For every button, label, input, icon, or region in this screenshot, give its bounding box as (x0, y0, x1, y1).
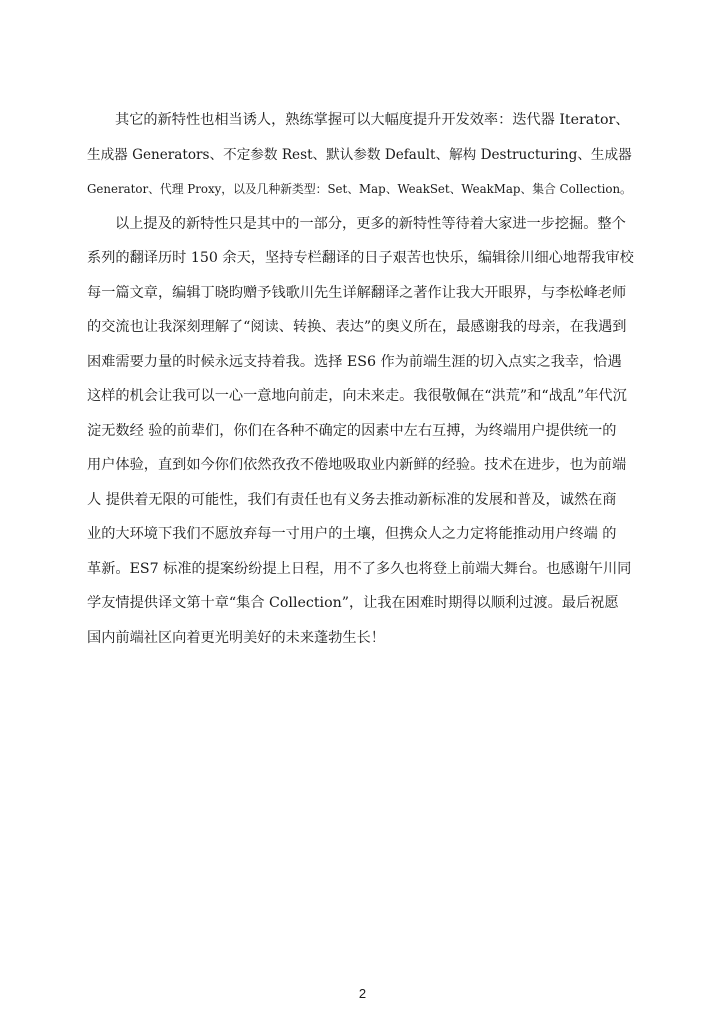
paragraph-2-line-2: 系列的翻译历时 150 余天，坚持专栏翻译的日子艰苦也快乐，编辑徐川细心地帮我审校 (87, 250, 634, 266)
paragraph-2-line-8: 用户体验，直到如今你们依然孜孜不倦地吸取业内新鲜的经验。技术在进步，也为前端 (87, 457, 627, 473)
paragraph-2-line-4: 的交流也让我深刻理解了“阅读、转换、表达”的奥义所在，最感谢我的母亲，在我遇到 (87, 319, 627, 335)
page-number: 2 (358, 986, 367, 1001)
paragraph-2-line-9: 人 提供着无限的可能性，我们有责任也有义务去推动新标准的发展和普及，诚然在商 (87, 492, 617, 508)
paragraph-2-line-6: 这样的机会让我可以一心一意地向前走，向未来走。我很敬佩在“洪荒”和“战乱”年代沉 (87, 388, 627, 404)
paragraph-2-line-1: 以上提及的新特性只是其中的一部分，更多的新特性等待着大家进一步挖掘。整个 (115, 216, 626, 232)
paragraph-2-line-13: 国内前端社区向着更光明美好的未来蓬勃生长！ (87, 630, 385, 646)
paragraph-2-line-3: 每一篇文章，编辑丁晓昀赠予钱歌川先生详解翻译之著作让我大开眼界，与李松峰老师 (87, 285, 627, 301)
paragraph-1-line-1: 其它的新特性也相当诱人，熟练掌握可以大幅度提升开发效率：迭代器 Iterator、 (115, 112, 630, 128)
paragraph-2-line-10: 业的大环境下我们不愿放弃每一寸用户的土壤，但携众人之力定将能推动用户终端 的 (87, 526, 617, 542)
paragraph-2-line-5: 困难需要力量的时候永远支持着我。选择 ES6 作为前端生涯的切入点实之我幸，恰遇 (87, 354, 622, 370)
paragraph-2-line-11: 革新。ES7 标准的提案纷纷提上日程，用不了多久也将登上前端大舞台。也感谢午川同 (87, 561, 632, 577)
paragraph-1-line-3: Generator、代理 Proxy，以及几种新类型：Set、Map、WeakSet、WeakMap、集合 Collection。 (87, 182, 632, 196)
paragraph-2-line-7: 淀无数经 验的前辈们，你们在各种不确定的因素中左右互搏，为终端用户提供统一的 (87, 423, 617, 439)
paragraph-2-line-12: 学友情提供译文第十章“集合 Collection”，让我在困难时期得以顺利过渡。最后祝愿 (87, 595, 619, 611)
paragraph-1-line-2: 生成器 Generators、不定参数 Rest、默认参数 Default、解构 Destructuring、生成器 (87, 147, 632, 163)
